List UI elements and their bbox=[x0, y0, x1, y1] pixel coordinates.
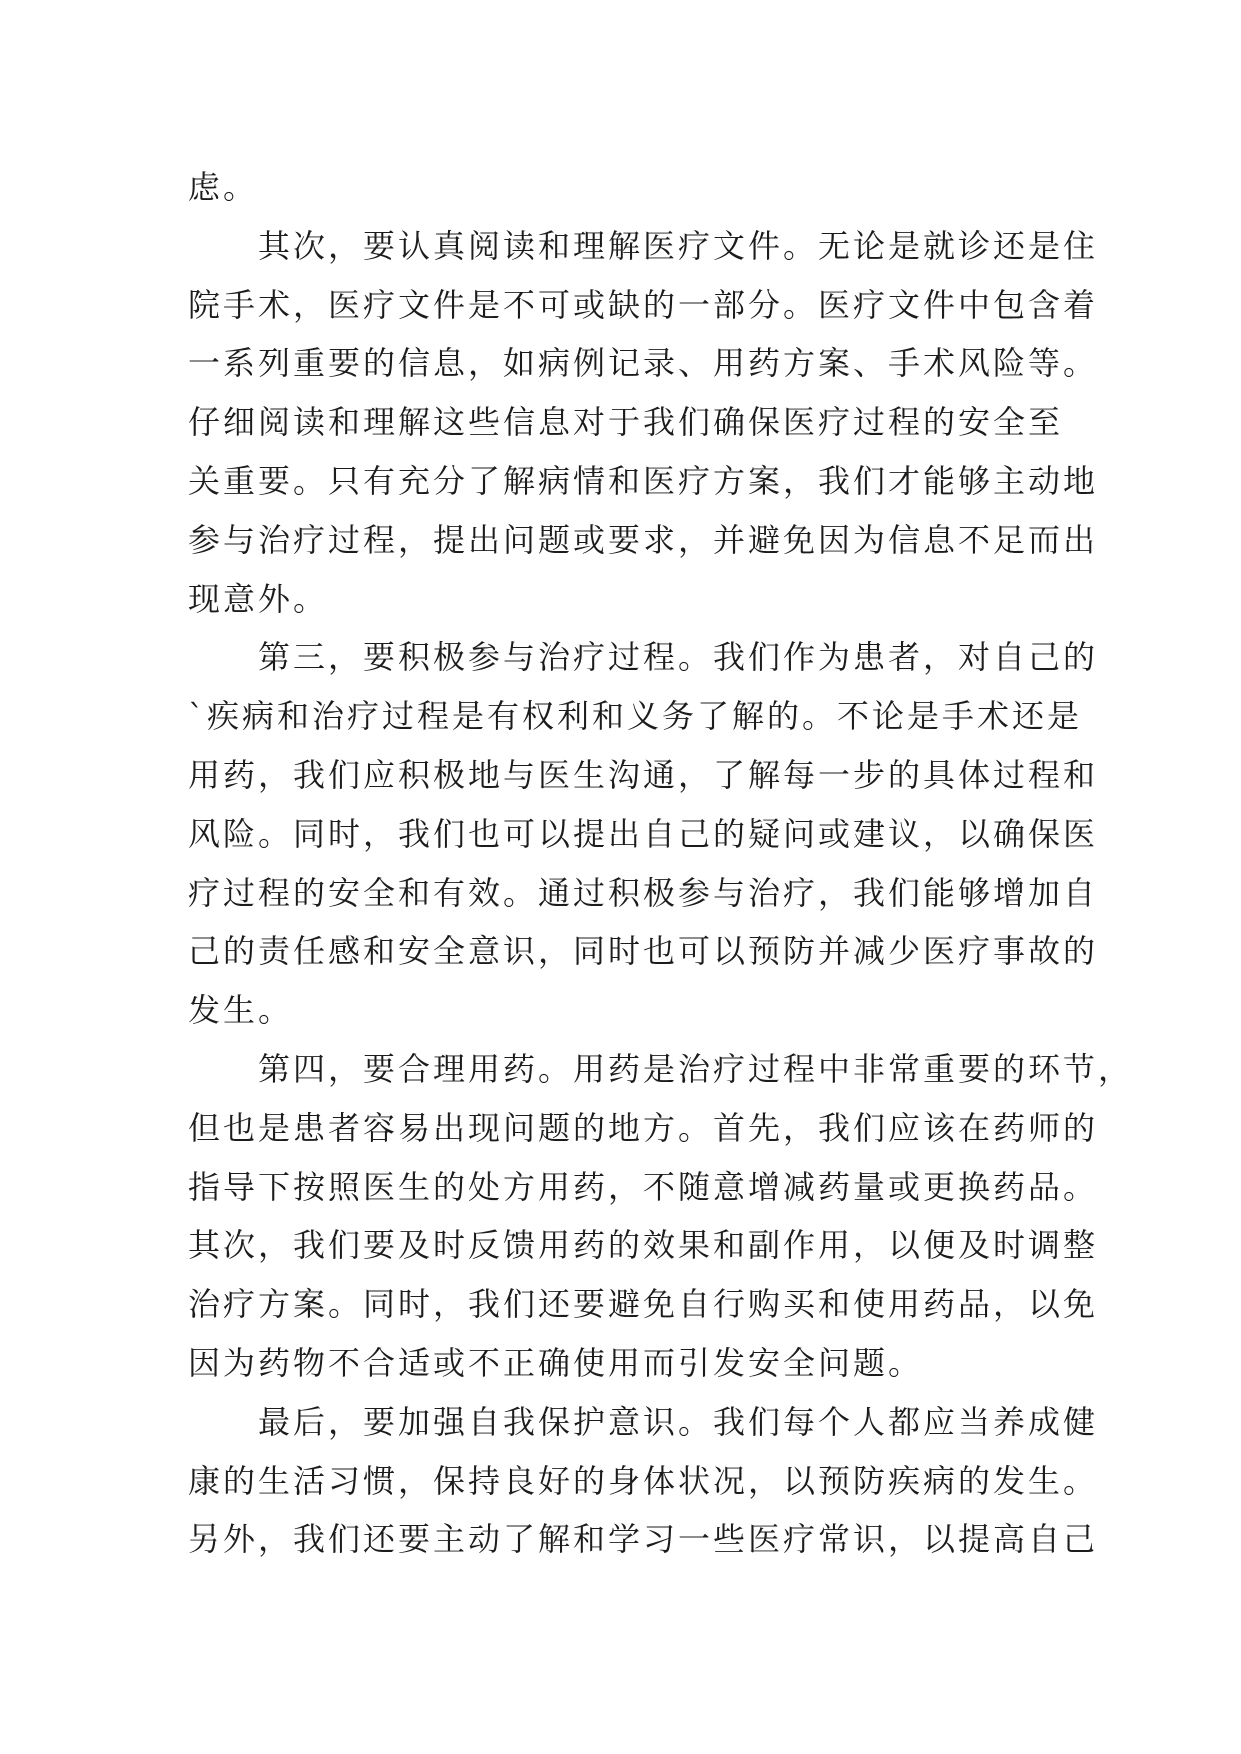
text-line: 用药，我们应积极地与医生沟通，了解每一步的具体过程和 bbox=[188, 755, 1099, 794]
paragraph-first-line: 第四，要合理用药。用药是治疗过程中非常重要的环节， bbox=[258, 1049, 1134, 1088]
text-line: 现意外。 bbox=[188, 579, 329, 618]
text-line: 风险。同时，我们也可以提出自己的疑问或建议，以确保医 bbox=[188, 814, 1099, 853]
text-line: 关重要。只有充分了解病情和医疗方案，我们才能够主动地 bbox=[188, 461, 1099, 500]
text-line: 参与治疗过程，提出问题或要求，并避免因为信息不足而出 bbox=[188, 520, 1099, 559]
text-line: 另外，我们还要主动了解和学习一些医疗常识，以提高自己 bbox=[188, 1520, 1099, 1559]
paragraph-first-line: 其次，要认真阅读和理解医疗文件。无论是就诊还是住 bbox=[258, 226, 1099, 265]
text-line: 康的生活习惯，保持良好的身体状况，以预防疾病的发生。 bbox=[188, 1461, 1099, 1500]
text-line: `疾病和治疗过程是有权利和义务了解的。不论是手术还是 bbox=[188, 697, 1083, 736]
document-body bbox=[188, 158, 1134, 1569]
text-line: 其次，我们要及时反馈用药的效果和副作用，以便及时调整 bbox=[188, 1226, 1099, 1265]
text-line: 仔细阅读和理解这些信息对于我们确保医疗过程的安全至 bbox=[188, 403, 1064, 442]
paragraph-first-line: 最后，要加强自我保护意识。我们每个人都应当养成健 bbox=[258, 1402, 1099, 1441]
paragraph-first-line: 第三，要积极参与治疗过程。我们作为患者，对自己的 bbox=[258, 638, 1099, 677]
text-line: 一系列重要的信息，如病例记录、用药方案、手术风险等。 bbox=[188, 344, 1099, 383]
text-line: 虑。 bbox=[188, 168, 259, 206]
text-line: 己的责任感和安全意识，同时也可以预防并减少医疗事故的 bbox=[188, 932, 1099, 971]
text-line: 疗过程的安全和有效。通过积极参与治疗，我们能够增加自 bbox=[188, 873, 1099, 912]
text-line: 因为药物不合适或不正确使用而引发安全问题。 bbox=[188, 1343, 924, 1382]
text-line: 治疗方案。同时，我们还要避免自行购买和使用药品，以免 bbox=[188, 1285, 1099, 1324]
text-line: 发生。 bbox=[188, 991, 294, 1030]
text-line: 院手术，医疗文件是不可或缺的一部分。医疗文件中包含着 bbox=[188, 285, 1099, 324]
text-line: 但也是患者容易出现问题的地方。首先，我们应该在药师的 bbox=[188, 1108, 1099, 1147]
text-line: 指导下按照医生的处方用药，不随意增减药量或更换药品。 bbox=[188, 1167, 1099, 1206]
